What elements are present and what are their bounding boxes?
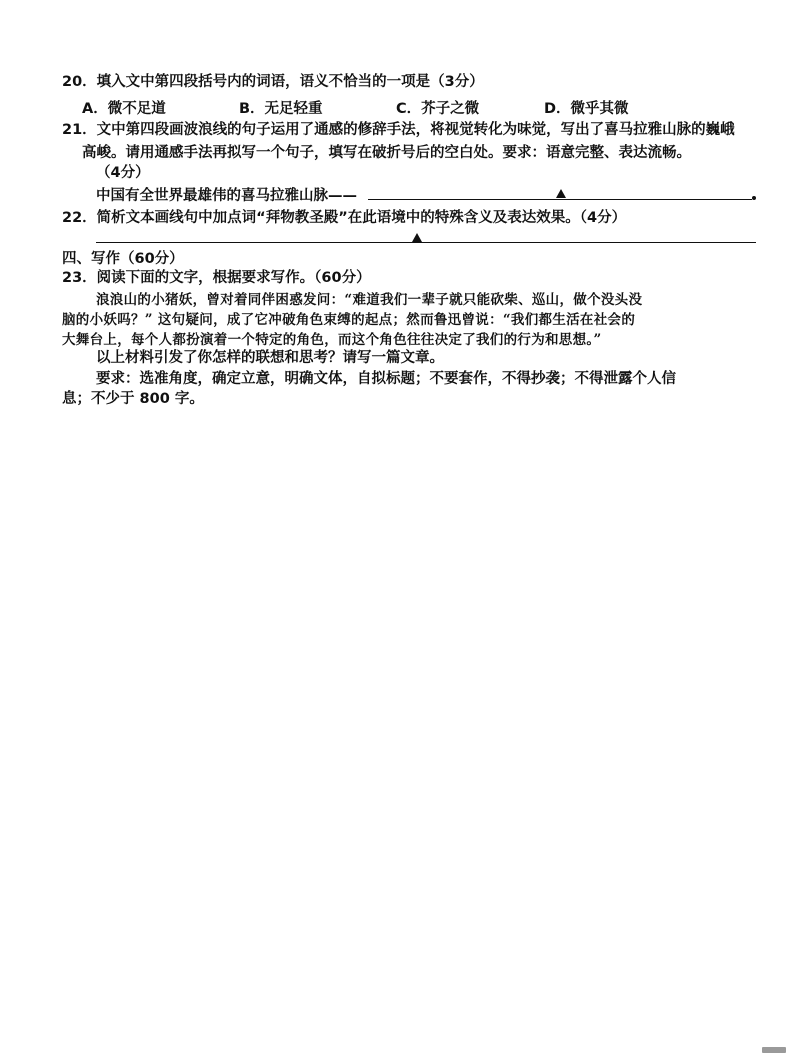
triangle-marker-icon: [556, 189, 566, 198]
q20-stem: 20．填入文中第四段括号内的词语，语义不恰当的一项是（3分）: [62, 74, 484, 90]
q23-requirements-line-1: 要求：选准角度，确定立意，明确文体，自拟标题；不要套作，不得抄袭；不得泄露个人信: [96, 371, 676, 387]
q22-answer-line[interactable]: [96, 242, 756, 243]
q23-requirements-line-2: 息；不少于 800 字。: [62, 391, 204, 407]
q20-option-b: B．无足轻重: [239, 101, 323, 117]
q23-material-line-3: 大舞台上，每个人都扮演着一个特定的角色，而这个角色往往决定了我们的行为和思想。”: [62, 332, 602, 348]
q23-material-line-2: 脑的小妖吗？” 这句疑问，成了它冲破角色束缚的起点；然而鲁迅曾说：“我们都生活在社会的: [62, 312, 636, 328]
q20-option-d: D．微乎其微: [544, 101, 629, 117]
scan-watermark: [762, 1047, 786, 1053]
section-heading: 四、写作（60分）: [62, 251, 184, 267]
q21-period-dot: [752, 196, 756, 200]
q20-option-a: A．微不足道: [82, 101, 166, 117]
q22-stem: 22．简析文本画线句中加点词“拜物教圣殿”在此语境中的特殊含义及表达效果。（4分）: [62, 210, 627, 226]
q20-option-c: C．芥子之微: [396, 101, 480, 117]
q21-line-2: 高峻。请用通感手法再拟写一个句子，填写在破折号后的空白处。要求：语意完整、表达流畅。: [82, 145, 691, 161]
triangle-marker-icon: [412, 233, 422, 242]
q21-answer-line[interactable]: [368, 199, 752, 200]
q21-line-1: 21．文中第四段画波浪线的句子运用了通感的修辞手法，将视觉转化为味觉，写出了喜马拉雅山脉的巍峨: [62, 122, 735, 138]
q23-material-line-1: 浪浪山的小猪妖，曾对着同伴困惑发问：“难道我们一辈子就只能砍柴、巡山，做个没头没: [96, 292, 643, 308]
q21-answer-prefix: 中国有全世界最雄伟的喜马拉雅山脉——: [96, 188, 357, 204]
q23-stem: 23．阅读下面的文字，根据要求写作。（60分）: [62, 270, 371, 286]
q23-prompt: 以上材料引发了你怎样的联想和思考？请写一篇文章。: [96, 350, 444, 366]
q20-options: [82, 99, 762, 119]
q21-line-3: （4分）: [96, 165, 150, 181]
